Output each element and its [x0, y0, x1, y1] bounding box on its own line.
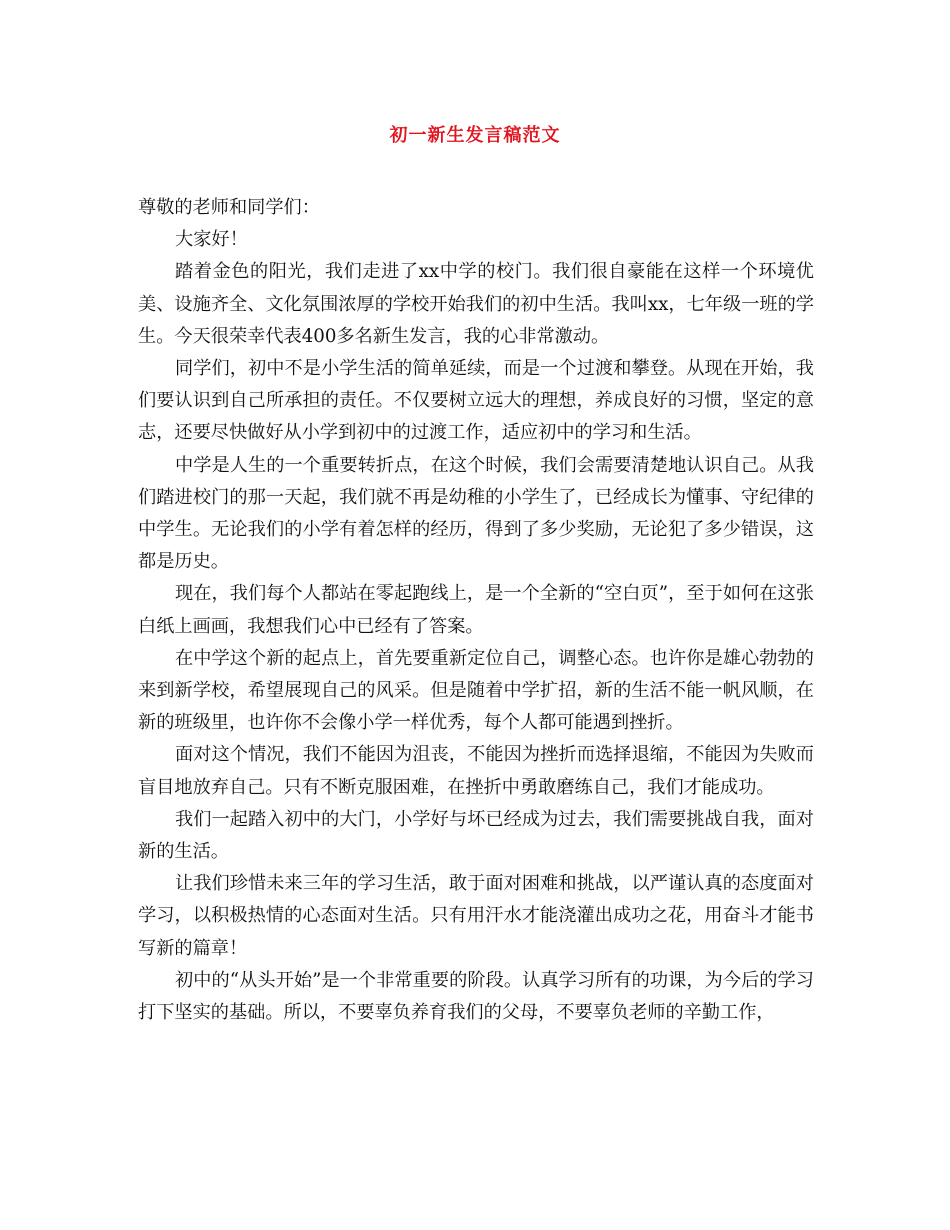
paragraph-3: 中学是人生的一个重要转折点，在这个时候，我们会需要清楚地认识自己。从我们踏进校门的那一天起，我们就不再是幼稚的小学生了，已经成长为懂事、守纪律的中学生。无论我们的小学有着怎样的经历，得到了多少奖励，无论犯了多少错误，这都是历史。	[138, 454, 814, 573]
salutation: 尊敬的老师和同学们：	[138, 197, 320, 218]
paragraph-1: 踏着金色的阳光，我们走进了xx中学的校门。我们很自豪能在这样一个环境优美、设施齐全、文化氛围浓厚的学校开始我们的初中生活。我叫xx，七年级一班的学生。今天很荣幸代表400多名新生发言，我的心非常激动。	[138, 261, 814, 347]
paragraph-4: 现在，我们每个人都站在零起跑线上，是一个全新的“空白页”，至于如何在这张白纸上画画，我想我们心中已经有了答案。	[138, 583, 814, 637]
paragraph-5: 在中学这个新的起点上，首先要重新定位自己，调整心态。也许你是雄心勃勃的来到新学校，希望展现自己的风采。但是随着中学扩招，新的生活不能一帆风顺，在新的班级里，也许你不会像小学一样优秀，每个人都可能遇到挫折。	[138, 647, 814, 734]
paragraph-greeting: 大家好！	[175, 229, 248, 251]
document-body	[138, 192, 814, 1029]
paragraph-6: 面对这个情况，我们不能因为沮丧，不能因为挫折而选择退缩，不能因为失败而盲目地放弃自己。只有不断克服困难，在挫折中勇敢磨练自己，我们才能成功。	[138, 744, 814, 798]
document-title: 初一新生发言稿范文	[389, 125, 561, 146]
paragraph-2: 同学们，初中不是小学生活的简单延续，而是一个过渡和攀登。从现在开始，我们要认识到自己所承担的责任。不仅要树立远大的理想，养成良好的习惯，坚定的意志，还要尽快做好从小学到初中的过渡工作，适应初中的学习和生活。	[138, 358, 814, 444]
paragraph-8: 让我们珍惜未来三年的学习生活，敢于面对困难和挑战，以严谨认真的态度面对学习，以积极热情的心态面对生活。只有用汗水才能浇灌出成功之花，用奋斗才能书写新的篇章！	[138, 873, 814, 959]
paragraph-9: 初中的“从头开始”是一个非常重要的阶段。认真学习所有的功课，为今后的学习打下坚实的基础。所以，不要辜负养育我们的父母，不要辜负老师的辛勤工作，	[138, 969, 814, 1024]
paragraph-7: 我们一起踏入初中的大门，小学好与坏已经成为过去，我们需要挑战自我，面对新的生活。	[138, 808, 814, 863]
